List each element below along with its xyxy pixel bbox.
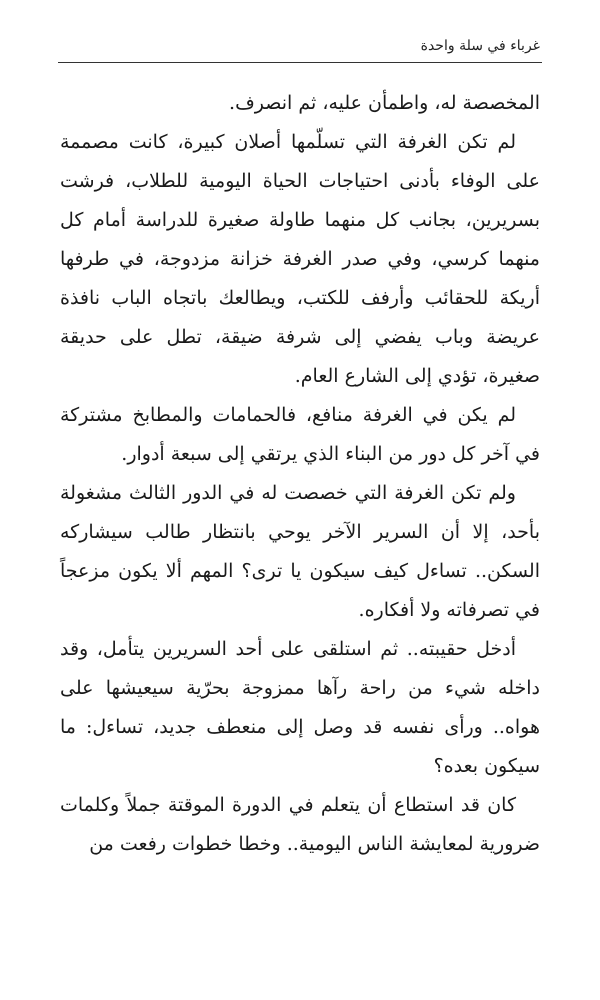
paragraph-6: كان قد استطاع أن يتعلم في الدورة الموقتة جملاً وكلمات ضرورية لمعايشة الناس اليومية.. وخطا خطوات رفعت من — [60, 794, 540, 855]
header-divider — [58, 62, 542, 63]
running-header-title: غرباء في سلة واحدة — [420, 38, 540, 54]
body-text — [60, 84, 540, 864]
paragraph-2: لم تكن الغرفة التي تسلّمها أصلان كبيرة، كانت مصممة على الوفاء بأدنى احتياجات الحياة اليومية للطلاب، فرشت بسريرين، بجانب كل منهما طاولة صغيرة للدراسة أمام كل منهما كرسي، وفي صدر الغرفة خزانة مزدوجة، في طرفها أريكة للحقائب وأرفف للكتب، ويطالعك باتجاه الباب نافذة عريضة وباب يفضي إلى شرفة ضيقة، تطل على حديقة صغيرة، تؤدي إلى الشارع العام. — [60, 131, 540, 387]
paragraph-5: أدخل حقيبته.. ثم استلقى على أحد السريرين يتأمل، وقد داخله شيء من راحة رآها ممزوجة بحرّية سيعيشها على هواه.. ورأى نفسه قد وصل إلى منعطف جديد، تساءل: ما سيكون بعده؟ — [60, 638, 540, 777]
paragraph-1: المخصصة له، واطمأن عليه، ثم انصرف. — [229, 92, 540, 114]
paragraph-4: ولم تكن الغرفة التي خصصت له في الدور الثالث مشغولة بأحد، إلا أن السرير الآخر يوحي بانتظار طالب سيشاركه السكن.. تساءل كيف سيكون يا ترى؟ المهم ألا يكون مزعجاً في تصرفاته ولا أفكاره. — [60, 482, 540, 621]
paragraph-3: لم يكن في الغرفة منافع، فالحمامات والمطابخ مشتركة في آخر كل دور من البناء الذي يرتقي إلى سبعة أدوار. — [60, 404, 540, 465]
